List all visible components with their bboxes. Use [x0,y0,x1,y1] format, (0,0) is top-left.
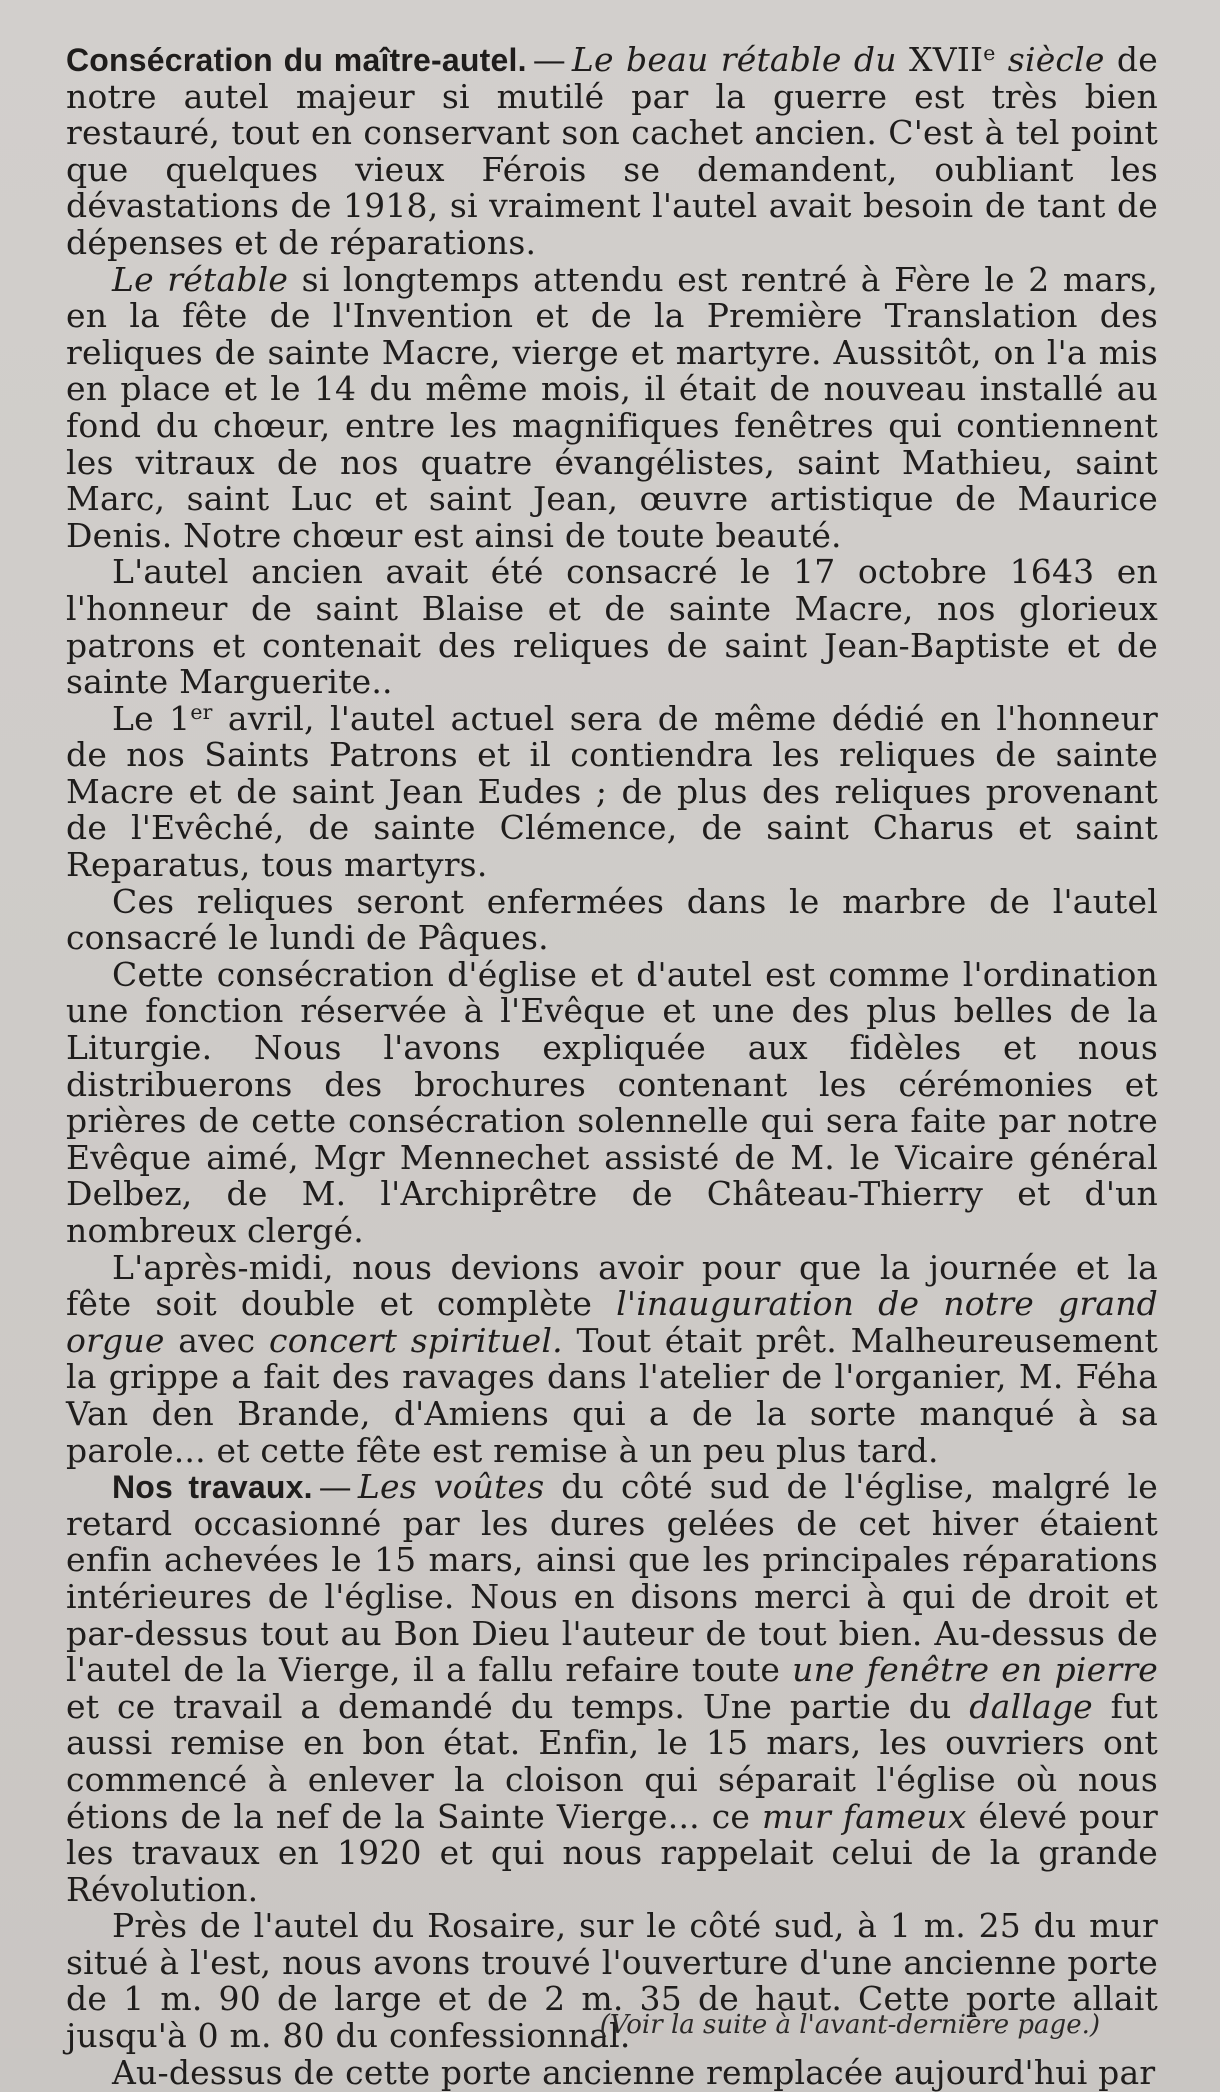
travaux-paragraph-3: Au-dessus de cette porte ancienne remplacée aujourd'hui par [112,2052,1156,2092]
april-first: Le 1 [112,698,191,738]
retable-intro: Le beau rétable du [571,40,909,79]
travaux-p1-d: élevé pour les travaux en 1920 et qui nous rappelait celui de la grande Révolution. [66,1796,1158,1909]
heading-dash: — [532,40,566,79]
consecration-p7-start: L'après-midi, nous devions avoir pour que la journée et la fête soit double et complète [66,1247,1158,1324]
consecration-p4-text: avril, l'autel actuel sera de même dédié en l'honneur de nos Saints Patrons et il contiendra les reliques de sainte Macre et de saint Jean Eudes ; de plus des reliques provenant de l'Evêché, de sainte Clémence, de saint Charus et saint Reparatus, tous martyrs. [66,698,1158,885]
mur-fameux-italic: mur fameux [762,1796,967,1836]
consecration-p7-mid: avec [164,1320,270,1360]
consecration-paragraph-7 [66,1247,1159,1470]
travaux-paragraph-1 [66,1469,1158,1908]
consecration-paragraph-2 [66,259,1158,555]
century-superscript: e [983,40,996,65]
travaux-paragraph-2: Près de l'autel du Rosaire, sur le côté sud, à 1 m. 25 du mur situé à l'est, nous avons trouvé l'ouverture d'une ancienne porte de 1 m. 90 de large et de 2 m. 35 de haut. Cette porte allait jusqu'à 0 m. 80 du confessionnal. [66,1906,1158,2056]
consecration-paragraph-3: L'autel ancien avait été consacré le 17 octobre 1643 en l'honneur de saint Blaise et de sainte Macre, nos glorieux patrons et contenait des reliques de saint Jean-Baptiste et de sainte Marguerite.. [66,552,1158,702]
voutes-italic: Les voûtes [357,1467,545,1507]
concert-italic: concert spirituel. [269,1320,563,1360]
ordinal-superscript: er [190,699,213,724]
fenetre-italic: une fenêtre en pierre [792,1650,1158,1690]
organ-inauguration-italic: l'inauguration de notre grand orgue [66,1284,1158,1360]
travaux-p1-c: fut aussi remise en bon état. Enfin, le 15 mars, les ouvriers ont commencé à enlever la cloison qui séparait l'église où nous étions de la nef de la Sainte Vierge... ce [66,1686,1158,1836]
consecration-paragraph-4 [66,698,1158,885]
travaux-p1-b: et ce travail a demandé du temps. Une partie du [66,1686,970,1726]
consecration-paragraph-6: Cette consécration d'église et d'autel est comme l'ordination une fonction réservée à l'Evêque et une des plus belles de la Liturgie. Nous l'avons expliquée aux fidèles et nous distribuerons des brochures contenant les cérémonies et prières de cette consécration solennelle qui sera faite par notre Evêque aimé, Mgr Mennechet assisté de M. le Vicaire général Delbez, de M. l'Archiprêtre de Château-Thierry et d'un nombreux clergé. [66,954,1158,1250]
consecration-paragraph-1 [66,42,1158,262]
century-numeral: XVII [909,40,984,79]
dallage-italic: dallage [969,1686,1093,1726]
consecration-p7-rest: Tout était prêt. Malheureusement la grippe a fait des ravages dans l'atelier de l'organier, M. Féha Van den Brande, d'Amiens qui a de la sorte manqué à sa parole... et cette fête est remise à un peu plus tard. [66,1320,1159,1470]
continuation-note: (Voir la suite à l'avant-dernière page.) [599,2010,1100,2040]
consecration-paragraph-5: Ces reliques seront enfermées dans le marbre de l'autel consacré le lundi de Pâques. [66,881,1158,958]
travaux-heading: Nos travaux. [112,1469,313,1506]
retable-italic: Le rétable [112,259,289,299]
travaux-p1-a: du côté sud de l'église, malgré le retard occasionné par les dures gelées de cet hiver étaient enfin achevées le 15 mars, ainsi que les principales réparations intérieures de l'église. Nous en disons merci à qui de droit et par-dessus tout au Bon Dieu l'auteur de tout bien. Au-dessus de l'autel de la Vierge, il a fallu refaire toute [66,1467,1158,1690]
consecration-p2-text: si longtemps attendu est rentré à Fère le 2 mars, en la fête de l'Invention et de la Première Translation des reliques de sainte Macre, vierge et martyre. Aussitôt, on l'a mis en place et le 14 du même mois, il était de nouveau installé au fond du chœur, entre les magnifiques fenêtres qui contiennent les vitraux de nos quatre évangélistes, saint Mathieu, saint Marc, saint Luc et saint Jean, œuvre artistique de Maurice Denis. Notre chœur est ainsi de toute beauté. [66,259,1158,555]
consecration-heading: Consécration du maître-autel. [66,42,527,78]
article-body [66,42,1158,2091]
siecle-word: siècle [995,40,1105,79]
travaux-dash: — [318,1467,352,1507]
consecration-p1-text: de notre autel majeur si mutilé par la guerre est très bien restauré, tout en conservant son cachet ancien. C'est à tel point que quelques vieux Férois se demandent, oubliant les dévastations de 1918, si vraiment l'autel avait besoin de tant de dépenses et de réparations. [66,40,1158,262]
